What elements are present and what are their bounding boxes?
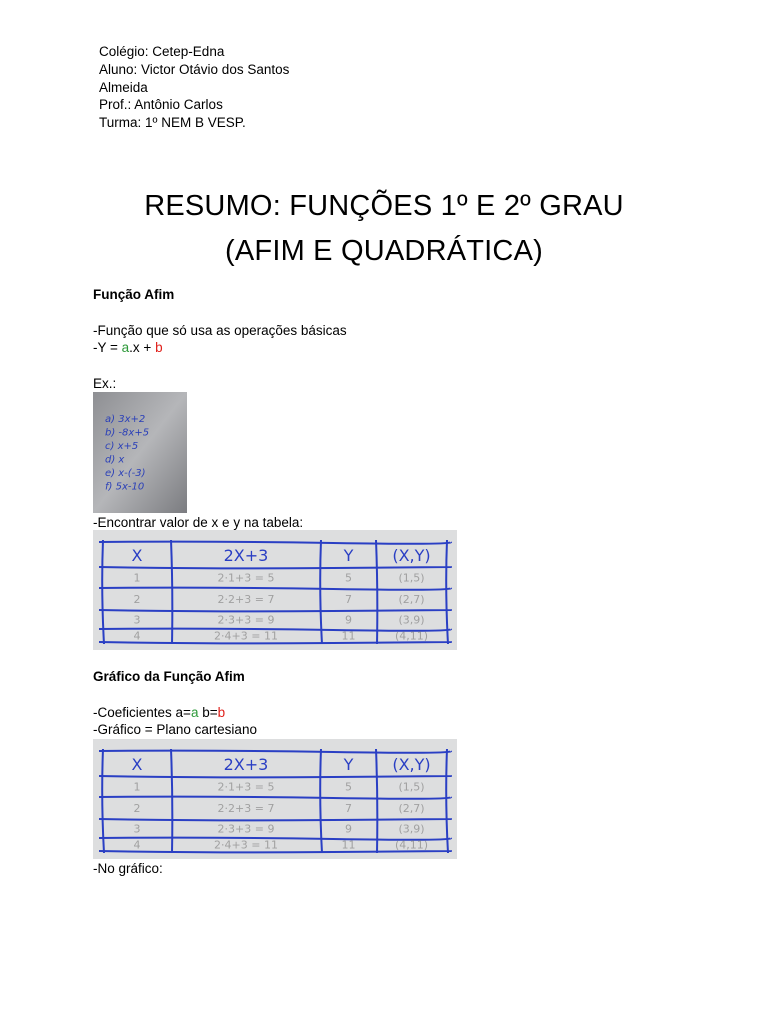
table-cell: 4 — [133, 838, 141, 852]
table-cell: 2·2+3 = 7 — [217, 593, 275, 606]
table-cell: 2·2+3 = 7 — [217, 802, 275, 815]
table-photo-2-drawing — [93, 739, 457, 859]
table-cell: 2·1+3 = 5 — [217, 780, 275, 794]
table-header-cell: Y — [343, 546, 354, 565]
examples-photo — [93, 392, 187, 513]
coef-a-value: a — [190, 705, 199, 720]
table-cell: (3,9) — [398, 613, 425, 627]
table-photo-2 — [93, 739, 457, 859]
table-header-cell: Y — [343, 755, 354, 774]
section-heading-grafico: Gráfico da Função Afim — [93, 669, 245, 684]
table-header-cell: (X,Y) — [392, 546, 431, 565]
table-cell: (1,5) — [398, 780, 425, 794]
example-label: Ex.: — [93, 376, 117, 391]
table-header-cell: (X,Y) — [392, 755, 431, 774]
table-cell: (2,7) — [398, 593, 425, 606]
student-line-cont: Almeida — [99, 79, 148, 95]
formula-line — [93, 339, 163, 356]
table-cell: 1 — [133, 571, 141, 585]
student-line: Aluno: Victor Otávio dos Santos — [99, 61, 290, 77]
coef-a: a — [121, 340, 130, 355]
teacher-line: Prof.: Antônio Carlos — [99, 97, 223, 113]
coef-prefix: -Coeficientes a= — [93, 705, 191, 720]
school-line: Colégio: Cetep-Edna — [99, 44, 225, 59]
table-header-cell: 2X+3 — [223, 755, 269, 774]
table-cell: (4,11) — [394, 838, 429, 852]
table-cell: 3 — [133, 613, 141, 627]
page-title-line1: RESUMO: FUNÇÕES 1º E 2º GRAU — [144, 190, 624, 222]
example-item: c) x+5 — [105, 441, 139, 452]
coef-b-value: b — [217, 705, 226, 720]
table-cell: 11 — [341, 629, 356, 643]
graph-line: -Gráfico = Plano cartesiano — [93, 722, 257, 737]
example-item: d) x — [105, 454, 125, 466]
table-photo-1 — [93, 530, 457, 650]
table-cell: 3 — [133, 822, 141, 836]
table-cell: 1 — [133, 780, 141, 794]
table-cell: 2·3+3 = 9 — [217, 822, 275, 836]
formula-mid: .x + — [129, 340, 156, 355]
table-cell: 4 — [133, 629, 141, 643]
table-caption: -Encontrar valor de x e y na tabela: — [93, 515, 304, 530]
table-cell: 7 — [345, 593, 352, 606]
table-cell: 11 — [341, 838, 356, 852]
table-cell: 2·1+3 = 5 — [217, 571, 275, 585]
section-heading-funcao-afim: Função Afim — [93, 287, 175, 302]
table-cell: 9 — [345, 613, 352, 627]
examples-photo-drawing — [93, 392, 187, 513]
table-header-cell: X — [131, 755, 143, 774]
document-header — [99, 43, 289, 132]
table-cell: 5 — [345, 571, 352, 585]
table-cell: (1,5) — [398, 571, 425, 585]
page-title-line2: (AFIM E QUADRÁTICA) — [225, 235, 543, 267]
table-header-cell: 2X+3 — [223, 546, 269, 565]
definition-text: -Função que só usa as operações básicas — [93, 323, 347, 338]
table-photo-1-drawing — [93, 530, 457, 650]
graph-caption: -No gráfico: — [93, 861, 163, 876]
formula-prefix: -Y = — [93, 340, 122, 355]
table-cell: 2·3+3 = 9 — [217, 613, 275, 627]
table-header-cell: X — [131, 546, 143, 565]
table-cell: 2 — [133, 802, 141, 815]
table-cell: (3,9) — [398, 822, 425, 836]
example-item: b) -8x+5 — [105, 427, 150, 439]
table-cell: 5 — [345, 780, 352, 794]
coef-b: b — [155, 340, 163, 355]
example-item: e) x-(-3) — [105, 468, 146, 479]
coefficients-line — [93, 704, 225, 721]
coef-mid: b= — [198, 705, 218, 720]
table-cell: 7 — [345, 802, 352, 815]
class-line: Turma: 1º NEM B VESP. — [99, 115, 246, 131]
example-item: f) 5x-10 — [105, 481, 145, 493]
table-cell: 9 — [345, 822, 352, 836]
table-cell: 2·4+3 = 11 — [214, 838, 278, 852]
example-item: a) 3x+2 — [105, 414, 146, 425]
table-cell: (2,7) — [398, 802, 425, 815]
table-cell: (4,11) — [394, 629, 429, 643]
table-cell: 2 — [133, 593, 141, 606]
table-cell: 2·4+3 = 11 — [214, 629, 278, 643]
